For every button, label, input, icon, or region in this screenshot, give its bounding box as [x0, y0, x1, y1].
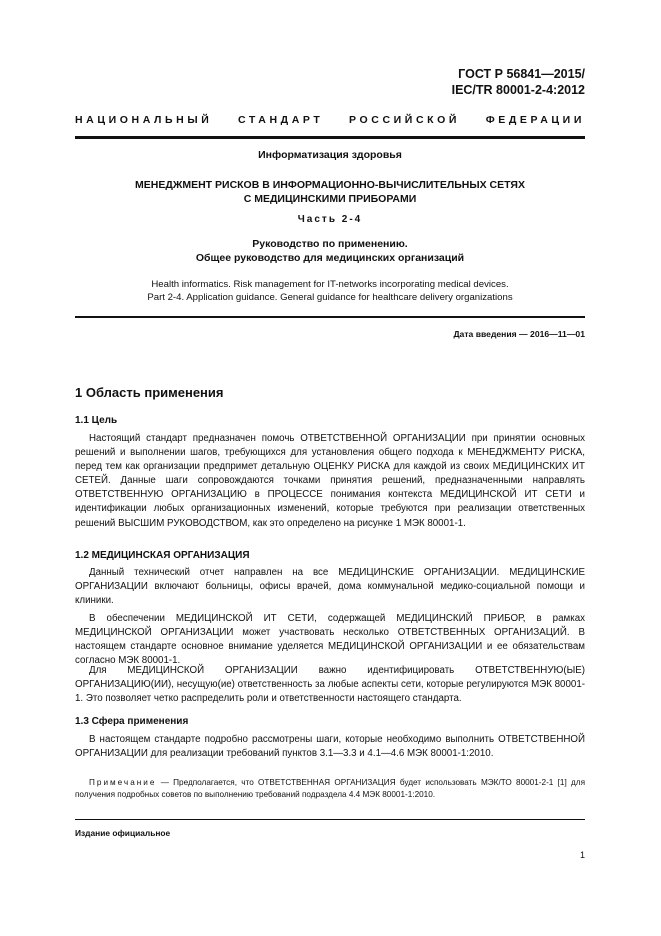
subsection-heading-1-2: 1.2 МЕДИЦИНСКАЯ ОРГАНИЗАЦИЯ: [75, 550, 250, 561]
document-title: [75, 178, 585, 206]
paragraph-text: Данный технический отчет направлен на все МЕДИЦИНСКИЕ ОРГАНИЗАЦИИ. МЕДИЦИНСКИЕ ОРГАНИЗАЦИИ включают больницы, офисы врачей, дома коммунальной медико-социальной помощи и клиники.: [75, 567, 585, 607]
document-subtitle: [75, 237, 585, 265]
banner-word: ФЕДЕРАЦИИ: [485, 114, 585, 126]
paragraph-text: Для МЕДИЦИНСКОЙ ОРГАНИЗАЦИИ важно идентифицировать ОТВЕТСТВЕННУЮ(ЫЕ) ОРГАНИЗАЦИЮ(ИИ), несущую(ие) ответственность за любые аспекты сети, которые регулируются МЭК 80001-1. Это позволяет четко распределить роли и ответственности настоящего стандарта.: [75, 665, 585, 705]
paragraph-1-2-b: [75, 612, 585, 668]
effective-date: Дата введения — 2016—11—01: [453, 329, 585, 339]
paragraph-1-2-c: [75, 664, 585, 706]
subsection-heading-1-1: 1.1 Цель: [75, 415, 118, 426]
subject-heading: Информатизация здоровья: [258, 149, 402, 161]
note-text: — Предполагается, что ОТВЕТСТВЕННАЯ ОРГАНИЗАЦИЯ будет использовать МЭК/ТО 80001-2-1 [1] для получения подробных советов по выполнению требований подраздела 4.4 МЭК 80001-1:2010.: [75, 778, 586, 799]
national-standard-banner: [75, 114, 585, 126]
title-line: С МЕДИЦИНСКИМИ ПРИБОРАМИ: [243, 193, 417, 205]
iec-number: IEC/TR 80001-2-4:2012: [451, 83, 585, 97]
header-rule: [75, 136, 585, 139]
section-heading: 1 Область применения: [75, 385, 224, 400]
note-label: Примечание: [89, 778, 157, 787]
banner-word: НАЦИОНАЛЬНЫЙ: [75, 114, 213, 126]
title-rule: [75, 316, 585, 318]
footer-rule: [75, 819, 585, 820]
note: [75, 777, 585, 801]
english-title-line: Health informatics. Risk management for IT-networks incorporating medical devices.: [151, 279, 509, 290]
title-line: МЕНЕДЖМЕНТ РИСКОВ В ИНФОРМАЦИОННО-ВЫЧИСЛИТЕЛЬНЫХ СЕТЯХ: [135, 179, 525, 191]
banner-word: РОССИЙСКОЙ: [349, 114, 461, 126]
paragraph-1-1: [75, 432, 585, 531]
standard-number: ГОСТ Р 56841—2015/: [458, 67, 585, 81]
subsection-heading-1-3: 1.3 Сфера применения: [75, 716, 189, 727]
paragraph-text: Настоящий стандарт предназначен помочь ОТВЕТСТВЕННОЙ ОРГАНИЗАЦИИ при принятии основных решений и выполнении шагов, требующихся для установления общего подхода к МЕНЕДЖМЕНТУ РИСКА, перед тем как организации предпримет детальную ОЦЕНКУ РИСКА для каждой из своих МЕДИЦИНСКИХ ИТ СЕТЕЙ. Данные шаги сопровождаются точками принятия решений, предназначенными направлять ОТВЕТСТВЕННУЮ ОРГАНИЗАЦИЮ в ПРОЦЕССЕ понимания контекста МЕДИЦИНСКОЙ ИТ СЕТИ и идентификации любых организационных изменений, которые требуются при реализации ответственных решений ВЫСШИМ РУКОВОДСТВОМ, как это определено на рисунке 1 МЭК 80001-1.: [75, 433, 585, 529]
banner-word: СТАНДАРТ: [238, 114, 324, 126]
standard-designation: [452, 66, 585, 98]
english-title: [75, 278, 585, 304]
page-number: 1: [579, 850, 585, 860]
paragraph-text: В настоящем стандарте подробно рассмотрены шаги, которые необходимо выполнить ОТВЕТСТВЕННОЙ ОРГАНИЗАЦИИ для реализации требований пунктов 3.1—3.3 и 4.1—4.6 МЭК 80001-1:2010.: [75, 734, 585, 760]
part-number: Часть 2-4: [297, 214, 363, 225]
paragraph-text: В обеспечении МЕДИЦИНСКОЙ ИТ СЕТИ, содержащей МЕДИЦИНСКИЙ ПРИБОР, в рамках МЕДИЦИНСКОЙ ОРГАНИЗАЦИИ может участвовать несколько ОТВЕТСТВЕННЫХ ОРГАНИЗАЦИЙ. В настоящем стандарте основное внимание уделяется МЕДИЦИНСКОЙ ОРГАНИЗАЦИИ и ее обязательствам согласно МЭК 80001-1.: [75, 613, 585, 667]
official-edition: Издание официальное: [75, 828, 171, 838]
paragraph-1-3: [75, 733, 585, 761]
subtitle-line: Руководство по применению.: [252, 238, 408, 250]
subtitle-line: Общее руководство для медицинских организаций: [195, 252, 465, 264]
english-title-line: Part 2-4. Application guidance. General guidance for healthcare delivery organizations: [147, 292, 513, 303]
paragraph-1-2-a: [75, 566, 585, 608]
